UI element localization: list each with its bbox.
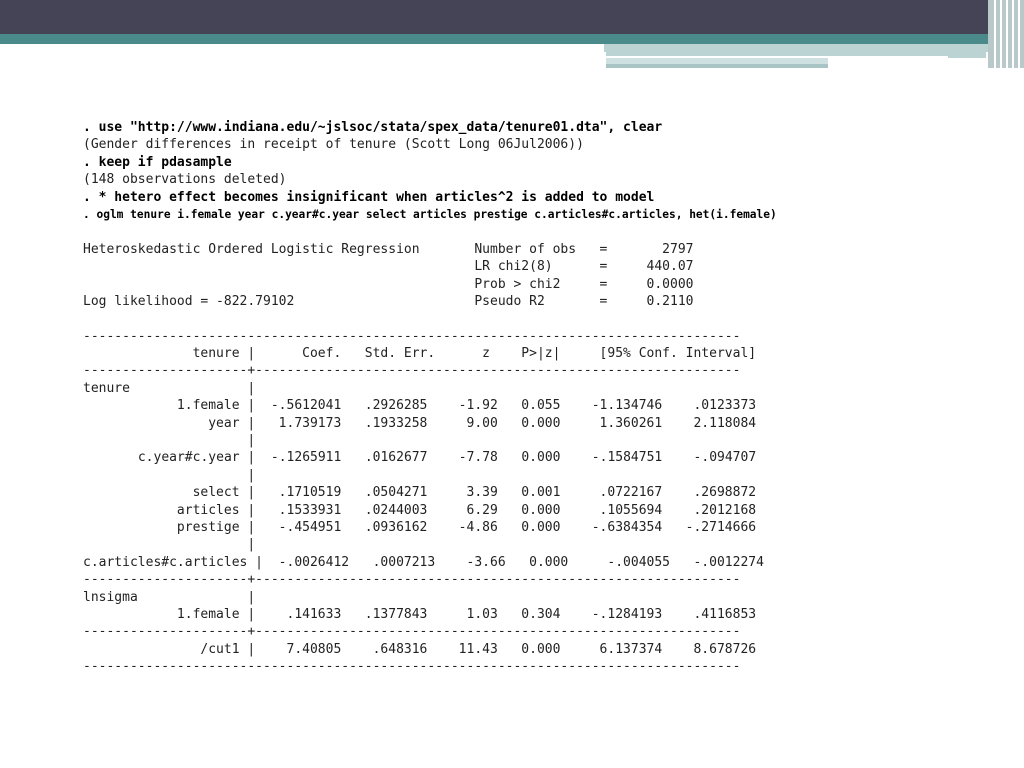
title-bar-decoration [0, 0, 1024, 34]
table-row: | [83, 433, 256, 449]
table-row: lnsigma | [83, 589, 256, 605]
corner-decoration [988, 0, 1024, 68]
model-stat: Prob > chi2 = 0.0000 [83, 276, 694, 292]
table-row: | [83, 467, 256, 483]
accent-band [0, 34, 1024, 44]
table-rule: ---------------------+-------------------------------------------------------------- [83, 572, 741, 588]
table-header: tenure | Coef. Std. Err. z P>|z| [95% Conf. Interval] [83, 346, 757, 362]
accent-line [606, 56, 948, 58]
table-row: articles | .1533931 .0244003 6.29 0.000 .1055694 .2012168 [83, 502, 757, 518]
stata-log [67, 119, 983, 676]
table-row: select | .1710519 .0504271 3.39 0.001 .0722167 .2698872 [83, 485, 757, 501]
table-row: c.year#c.year | -.1265911 .0162677 -7.78 0.000 -.1584751 -.094707 [67, 450, 757, 466]
log-likelihood: Log likelihood = -822.79102 Pseudo R2 = 0.2110 [83, 293, 694, 309]
output-line: (148 observations deleted) [83, 172, 287, 188]
table-rule: ---------------------+-------------------------------------------------------------- [83, 363, 741, 379]
table-row: year | 1.739173 .1933258 9.00 0.000 1.360261 2.118084 [83, 415, 757, 431]
accent-stripe [606, 64, 828, 68]
command-line: . oglm tenure i.female year c.year#c.year select articles prestige c.articles#c.articles, het(i.female) [83, 207, 777, 221]
table-row: /cut1 | 7.40805 .648316 11.43 0.000 6.137374 8.678726 [83, 641, 757, 657]
table-rule: ---------------------+-------------------------------------------------------------- [83, 624, 741, 640]
output-line [83, 310, 983, 327]
model-stat: LR chi2(8) = 440.07 [83, 259, 694, 275]
command-line: . * hetero effect becomes insignificant when articles^2 is added to model [83, 189, 655, 205]
table-row: 1.female | -.5612041 .2926285 -1.92 0.055 -1.134746 .0123373 [83, 398, 757, 414]
table-rule: ------------------------------------------------------------------------------------ [83, 659, 741, 675]
command-line: . use "http://www.indiana.edu/~jslsoc/stata/spex_data/tenure01.dta", clear [83, 120, 663, 135]
table-row: prestige | -.454951 .0936162 -4.86 0.000 -.6384354 -.2714666 [83, 519, 757, 535]
output-line: (Gender differences in receipt of tenure (Scott Long 06Jul2006)) [83, 137, 584, 153]
model-header: Heteroskedastic Ordered Logistic Regression Number of obs = 2797 [83, 241, 694, 257]
output-line [83, 223, 983, 240]
table-row: c.articles#c.articles | -.0026412 .0007213 -3.66 0.000 -.004055 -.0012274 [83, 554, 764, 570]
accent-gap [0, 44, 604, 52]
table-row: tenure | [83, 380, 256, 396]
table-row: | [83, 537, 256, 553]
table-row: 1.female | .141633 .1377843 1.03 0.304 -.1284193 .4116853 [83, 606, 757, 622]
table-rule: ------------------------------------------------------------------------------------ [83, 328, 741, 344]
command-line: . keep if pdasample [83, 154, 232, 170]
